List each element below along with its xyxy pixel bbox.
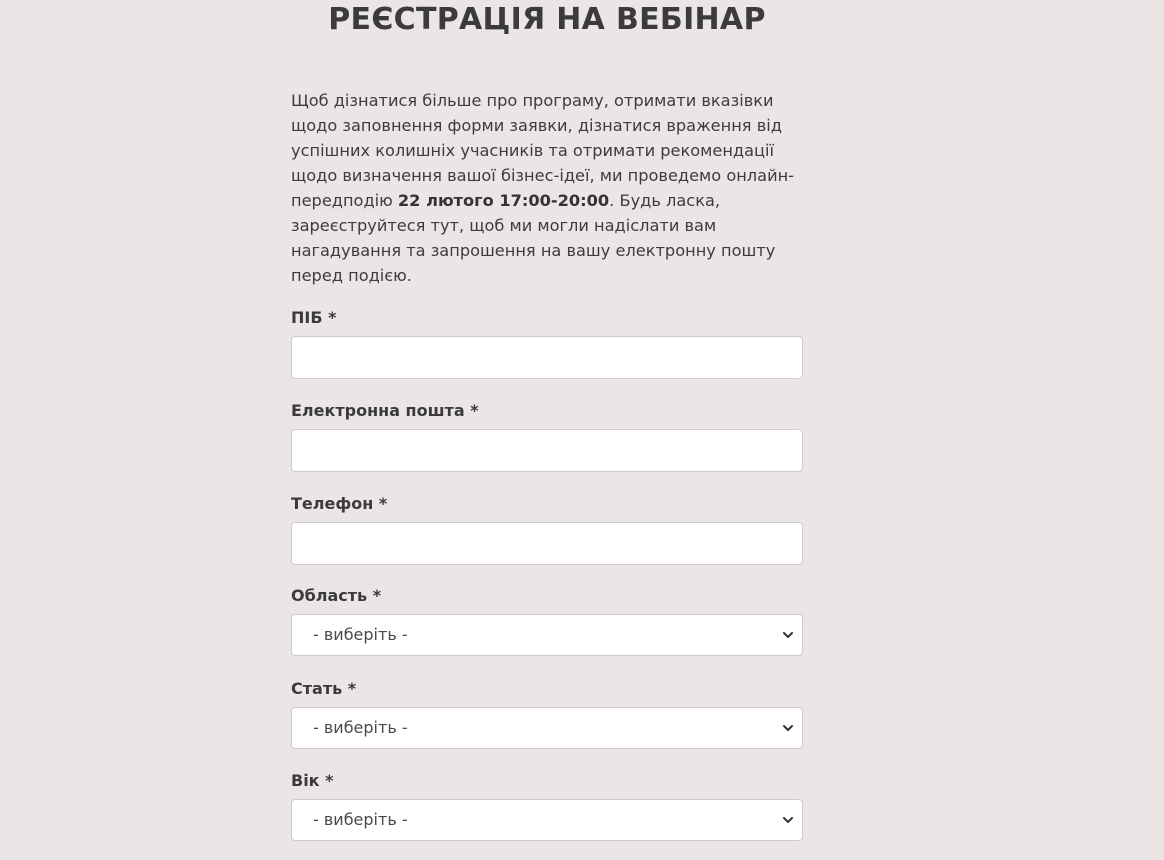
region-field-group	[291, 585, 803, 656]
page-title: РЕЄСТРАЦІЯ НА ВЕБІНАР	[328, 2, 766, 37]
name-label: ПІБ *	[291, 308, 337, 327]
region-label: Область *	[291, 586, 382, 605]
chevron-down-icon	[782, 629, 794, 641]
age-field-group	[291, 770, 803, 841]
name-field-group	[291, 307, 803, 379]
age-select[interactable]	[291, 799, 803, 841]
gender-select[interactable]	[291, 707, 803, 749]
phone-field-group	[291, 493, 803, 565]
name-input[interactable]	[291, 336, 803, 379]
gender-label: Стать *	[291, 679, 357, 698]
phone-label: Телефон *	[291, 494, 388, 513]
age-select-value: - виберіть -	[313, 810, 408, 829]
email-input[interactable]	[291, 429, 803, 472]
intro-text	[291, 88, 803, 288]
region-select[interactable]	[291, 614, 803, 656]
region-select-value: - виберіть -	[313, 625, 408, 644]
event-date: 22 лютого 17:00-20:00	[397, 191, 610, 210]
intro-text-before: Щоб дізнатися більше про програму, отримати вказівки щодо заповнення форми заявки, дізнатися враження від успішних колишніх учасників та отримати рекомендації щодо визначення вашої бізнес-ідеї, ми проведемо онлайн-передподію	[291, 91, 795, 210]
gender-select-value: - виберіть -	[313, 718, 408, 737]
phone-input[interactable]	[291, 522, 803, 565]
age-label: Вік *	[291, 771, 334, 790]
intro-text-after: . Будь ласка, зареєструйтеся тут, щоб ми могли надіслати вам нагадування та запрошення на вашу електронну пошту перед подією.	[291, 191, 776, 285]
registration-form	[291, 88, 803, 829]
email-label: Електронна пошта *	[291, 401, 479, 420]
chevron-down-icon	[782, 722, 794, 734]
chevron-down-icon	[782, 814, 794, 826]
gender-field-group	[291, 678, 803, 749]
email-field-group	[291, 400, 803, 472]
